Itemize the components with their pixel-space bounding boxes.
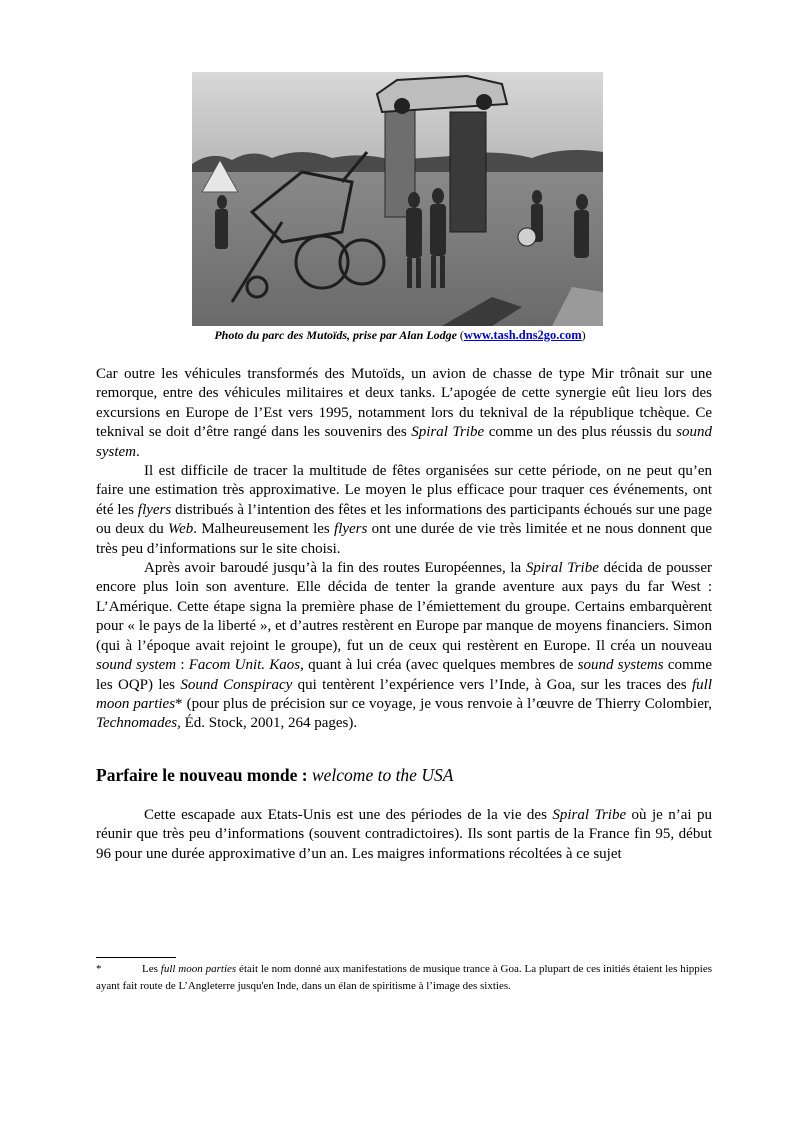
caption-open-paren: ( — [456, 328, 464, 342]
italic-run: Sound Conspiracy — [180, 676, 293, 693]
text-run: . Malheureusement les — [193, 521, 335, 538]
italic-run: full moon parties — [96, 676, 712, 712]
text-run: * (pour plus de précision sur ce voyage, je vous renvoie à l’œuvre de Thierry Colombier, — [175, 695, 712, 712]
text-run: , Éd. Stock, 2001, 264 pages). — [177, 715, 358, 732]
text-run: : — [176, 657, 189, 674]
text-run: . — [136, 443, 140, 460]
text-run: Cette escapade aux Etats-Unis est une des périodes de la vie des — [144, 807, 553, 823]
section-text — [96, 806, 712, 864]
caption-close-paren: ) — [581, 328, 586, 342]
text-run: Après avoir baroudé jusqu’à la fin des routes Européennes, la — [144, 560, 526, 577]
caption-link[interactable]: www.tash.dns2go.com — [463, 328, 582, 342]
italic-run: flyers — [137, 501, 172, 518]
footnote-mark: * — [96, 963, 102, 975]
italic-run: Facom Unit. Kaos — [188, 657, 301, 674]
caption-text: Photo du parc des Mutoïds, prise par Alan Lodge — [214, 328, 457, 342]
text-run: Il est difficile de tracer la multitude de fêtes organisées sur cette période, on ne peut qu’en faire une estimation très approximative. Le moyen le plus efficace pour traquer ces événements, ont été les — [96, 463, 712, 518]
paragraph — [96, 365, 712, 462]
heading-text: Parfaire le nouveau monde : — [96, 765, 312, 785]
italic-run: sound systems — [577, 657, 664, 674]
italic-run: Technomades — [96, 715, 178, 732]
text-run: Car outre les véhicules transformés des Mutoïds, un avion de chasse de type Mir trônait sur une remorque, entre des véhicules militaires et deux tanks. L’apogée de cette synergie eût lieu lors des excursions en Europe de l’Est vers 1995, notamment lors du teknival de la république tchèque. Ce teknival se doit d’être rangé dans les souvenirs des — [96, 366, 712, 441]
text-run: Les — [142, 963, 161, 975]
main-text — [96, 365, 712, 734]
text-run: ont une durée de vie très limitée et ne nous donnent que très peu d’informations sur le site choisi. — [96, 521, 712, 557]
text-run: qui tentèrent l’expérience vers l’Inde, à Goa, sur les traces des — [292, 676, 692, 693]
footnote-separator — [96, 957, 176, 958]
italic-run: Spiral Tribe — [552, 807, 627, 823]
italic-run: sound system — [96, 424, 712, 460]
italic-run: full moon parties — [160, 963, 237, 975]
italic-run: Spiral Tribe — [525, 560, 599, 577]
text-run: comme les OQP) les — [96, 657, 712, 693]
mutoid-park-photo — [192, 72, 603, 326]
italic-run: Web — [168, 521, 194, 538]
text-run: distribués à l’intention des fêtes et les informations des participants échoués sur une page ou deux du — [96, 501, 712, 538]
text-run: , quant à lui créa (avec quelques membres de — [300, 657, 578, 674]
paragraph — [96, 462, 712, 559]
text-run: décida de pousser encore plus loin son aventure. Elle décida de tenter la grande aventure aux pays du far West : L’Amérique. Cette étape signa la première phase de l’émiettement du groupe. Certains embarquèrent pour « le pays de la liberté », et d’autres restèrent en Europe par manque de moyens financiers. Simon (qui à l’époque avait rejoint le groupe), fut un de ceux qui restèrent en Europe. Il créa un nouveau — [96, 560, 712, 654]
text-run: comme un des plus réussis du — [484, 424, 677, 441]
italic-run: sound system — [96, 657, 177, 674]
text-run: était le nom donné aux manifestations de musique trance à Goa. La plupart de ces initiés étaient les hippies ayant fait route de L’Angleterre jusqu'en Inde, dans un élan de spiritisme à l’image des sixties. — [96, 963, 712, 992]
photo-illustration — [192, 72, 603, 326]
paragraph — [96, 806, 712, 864]
section-heading — [96, 765, 453, 786]
photo-caption — [0, 328, 800, 343]
text-run: où je n’ai pu réunir que très peu d’informations (souvent contradictoires). Ils sont partis de la France fin 95, début 96 pour une durée approximative d’un an. Les maigres informations récoltées à ce sujet — [96, 807, 712, 862]
heading-italic: welcome to the USA — [311, 765, 454, 785]
footnote — [96, 961, 712, 994]
italic-run: flyers — [334, 521, 368, 538]
paragraph — [96, 559, 712, 734]
italic-run: Spiral Tribe — [411, 424, 485, 441]
